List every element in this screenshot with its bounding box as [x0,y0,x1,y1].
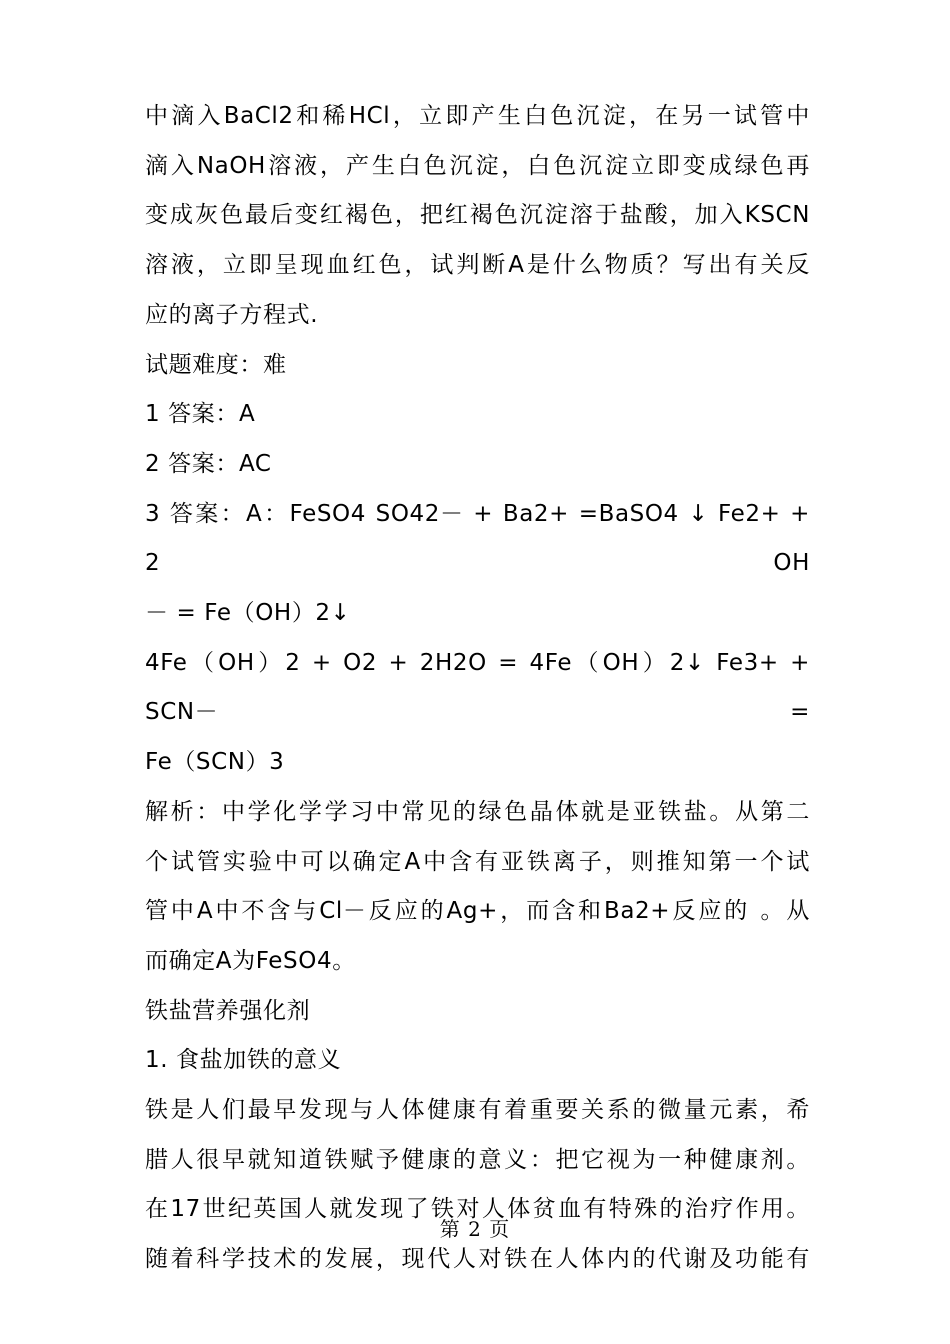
difficulty-line: 试题难度：难 [145,351,287,378]
analysis-line: 管中A中不含与Cl－反应的Ag+，而含和Ba2+反应的 。从 [145,898,810,925]
equation-line: Fe（SCN）3 [145,749,285,776]
equation-line: 4Fe（OH）2 + O2 + 2H2O = 4Fe（OH）2↓ Fe3+ + SCN－ = [145,649,810,726]
analysis-line: 而确定A为FeSO4。 [145,947,356,974]
paragraph-line: 腊人很早就知道铁赋予健康的意义：把它视为一种健康剂。 [145,1146,810,1173]
text-line: 滴入NaOH溶液，产生白色沉淀，白色沉淀立即变成绿色再 [145,152,810,179]
page-number: 第 2 页 [439,1217,511,1241]
paragraph-line: 铁是人们最早发现与人体健康有着重要关系的微量元素，希 [145,1097,810,1124]
text-line: 变成灰色最后变红褐色，把红褐色沉淀溶于盐酸，加入KSCN [145,202,810,229]
text-line: 应的离子方程式. [145,301,319,328]
answer-1: 1 答案：A [145,401,256,428]
section-heading: 铁盐营养强化剂 [145,997,311,1024]
paragraph-line: 在17世纪英国人就发现了铁对人体贫血有特殊的治疗作用。 [145,1196,810,1223]
paragraph-line: 随着科学技术的发展，现代人对铁在人体内的代谢及功能有 [145,1246,810,1273]
text-line: 溶液，立即呈现血红色，试判断A是什么物质？写出有关反 [145,252,810,279]
analysis-line: 个试管实验中可以确定A中含有亚铁离子，则推知第一个试 [145,848,810,875]
answer-3: 3 答案：A：FeSO4 SO42－ + Ba2+ =BaSO4 ↓ Fe2+ + 2 OH [145,500,810,577]
text-line: 中滴入BaCl2和稀HCl，立即产生白色沉淀，在另一试管中 [145,103,810,129]
subsection-heading: 1. 食盐加铁的意义 [145,1047,342,1074]
answer-2: 2 答案：AC [145,450,272,477]
equation-line: － = Fe（OH）2↓ [145,600,351,627]
document-body [145,92,810,1285]
analysis-line: 解析：中学化学学习中常见的绿色晶体就是亚铁盐。从第二 [145,798,810,825]
